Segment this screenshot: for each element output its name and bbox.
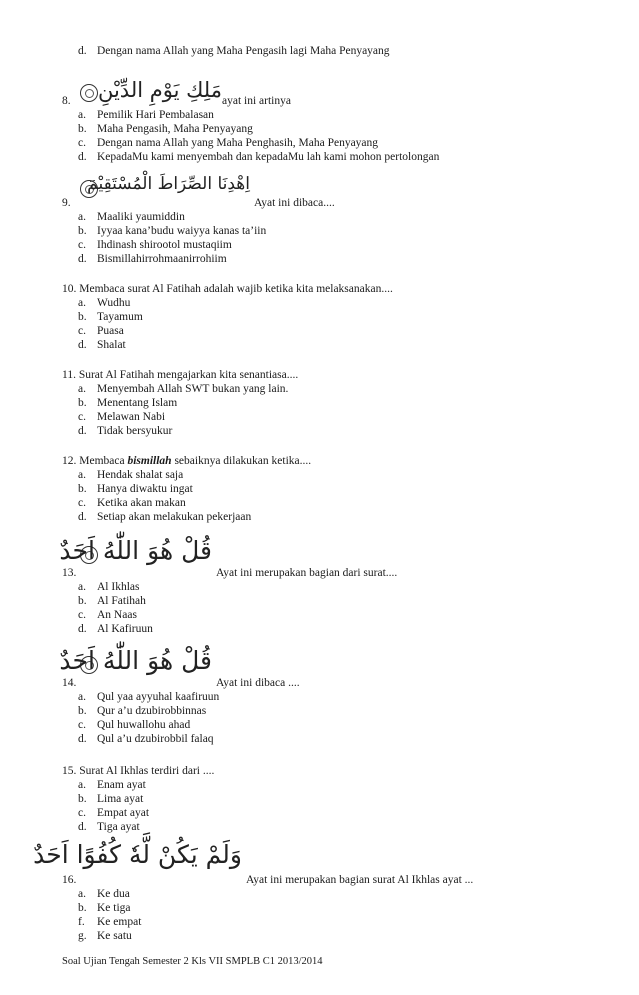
q13-option-a: a. Al Ikhlas (78, 581, 140, 593)
q12-option-d: d. Setiap akan melakukan pekerjaan (78, 511, 252, 523)
q8-stem: ayat ini artinya (222, 95, 291, 107)
q13-option-b: b. Al Fatihah (78, 595, 146, 607)
q10-stem: 10. Membaca surat Al Fatihah adalah wajib ketika kita melaksanakan.... (62, 283, 393, 295)
q8-option-b: b. Maha Pengasih, Maha Penyayang (78, 123, 253, 135)
q14-stem: Ayat ini dibaca .... (216, 677, 300, 689)
q8-option-d: d. KepadaMu kami menyembah dan kepadaMu lah kami mohon pertolongan (78, 151, 440, 163)
q9-arabic-verse: اِهْدِنَا الصِّرَاطَ الْمُسْتَقِيْمَ (87, 174, 250, 194)
q16-stem: Ayat ini merupakan bagian surat Al Ikhlas ayat ... (246, 874, 474, 886)
q12-option-a: a. Hendak shalat saja (78, 469, 184, 481)
q9-option-c: c. Ihdinash shirootol mustaqiim (78, 239, 232, 251)
q12-stem: 12. Membaca bismillah sebaiknya dilakukan ketika.... (62, 455, 312, 467)
page-footer: Soal Ujian Tengah Semester 2 Kls VII SMPLB C1 2013/2014 (62, 956, 323, 967)
q9-option-a: a. Maaliki yaumiddin (78, 211, 185, 223)
q15-option-d: d. Tiga ayat (78, 821, 140, 833)
q11-option-b: b. Menentang Islam (78, 397, 178, 409)
q8-number: 8. (62, 95, 71, 107)
ayah-end-icon (80, 84, 98, 102)
q14-option-b: b. Qur a’u dzubirobbinnas (78, 705, 207, 717)
q9-option-d: d. Bismillahirrohmaanirrohiim (78, 253, 227, 265)
q13-option-c: c. An Naas (78, 609, 137, 621)
q13-number: 13. (62, 567, 77, 579)
q14-option-d: d. Qul a’u dzubirobbil falaq (78, 733, 214, 745)
q11-option-a: a. Menyembah Allah SWT bukan yang lain. (78, 383, 289, 395)
q15-option-a: a. Enam ayat (78, 779, 146, 791)
q10-option-d: d. Shalat (78, 339, 126, 351)
q10-option-c: c. Puasa (78, 325, 124, 337)
q11-option-d: d. Tidak bersyukur (78, 425, 173, 437)
q9-option-b: b. Iyyaa kana’budu waiyya kanas ta’iin (78, 225, 267, 237)
q10-option-b: b. Tayamum (78, 311, 143, 323)
q15-option-b: b. Lima ayat (78, 793, 144, 805)
q13-option-d: d. Al Kafiruun (78, 623, 153, 635)
q13-stem: Ayat ini merupakan bagian dari surat.... (216, 567, 398, 579)
q11-option-c: c. Melawan Nabi (78, 411, 166, 423)
q9-number: 9. (62, 197, 71, 209)
q16-option-b: b. Ke tiga (78, 902, 131, 914)
q14-option-c: c. Qul huwallohu ahad (78, 719, 191, 731)
q8-option-c: c. Dengan nama Allah yang Maha Penghasih, Maha Penyayang (78, 137, 379, 149)
q13-arabic-verse: قُلْ هُوَ اللّٰهُ اَحَدٌ (59, 536, 212, 565)
q14-arabic-verse: قُلْ هُوَ اللّٰهُ اَحَدٌ (59, 646, 212, 675)
q14-number: 14. (62, 677, 77, 689)
q16-option-f: f. Ke empat (78, 916, 142, 928)
q11-stem: 11. Surat Al Fatihah mengajarkan kita senantiasa.... (62, 369, 299, 381)
q15-option-c: c. Empat ayat (78, 807, 150, 819)
q7-option-d: d. Dengan nama Allah yang Maha Pengasih lagi Maha Penyayang (78, 45, 390, 57)
q10-option-a: a. Wudhu (78, 297, 131, 309)
q8-arabic-verse: مَلِكِ يَوْمِ الدِّيْنِ (97, 78, 222, 102)
q12-option-b: b. Hanya diwaktu ingat (78, 483, 193, 495)
q12-emphasis: bismillah (127, 455, 172, 467)
q16-option-a: a. Ke dua (78, 888, 130, 900)
q15-stem: 15. Surat Al Ikhlas terdiri dari .... (62, 765, 215, 777)
q16-arabic-verse: وَلَمْ يَكُنْ لَّهٗ كُفُوًا اَحَدٌ (33, 840, 242, 869)
q8-option-a: a. Pemilik Hari Pembalasan (78, 109, 214, 121)
q16-option-g: g. Ke satu (78, 930, 132, 942)
q16-number: 16. (62, 874, 77, 886)
q9-stem: Ayat ini dibaca.... (254, 197, 335, 209)
q12-option-c: c. Ketika akan makan (78, 497, 186, 509)
q14-option-a: a. Qul yaa ayyuhal kaafiruun (78, 691, 220, 703)
